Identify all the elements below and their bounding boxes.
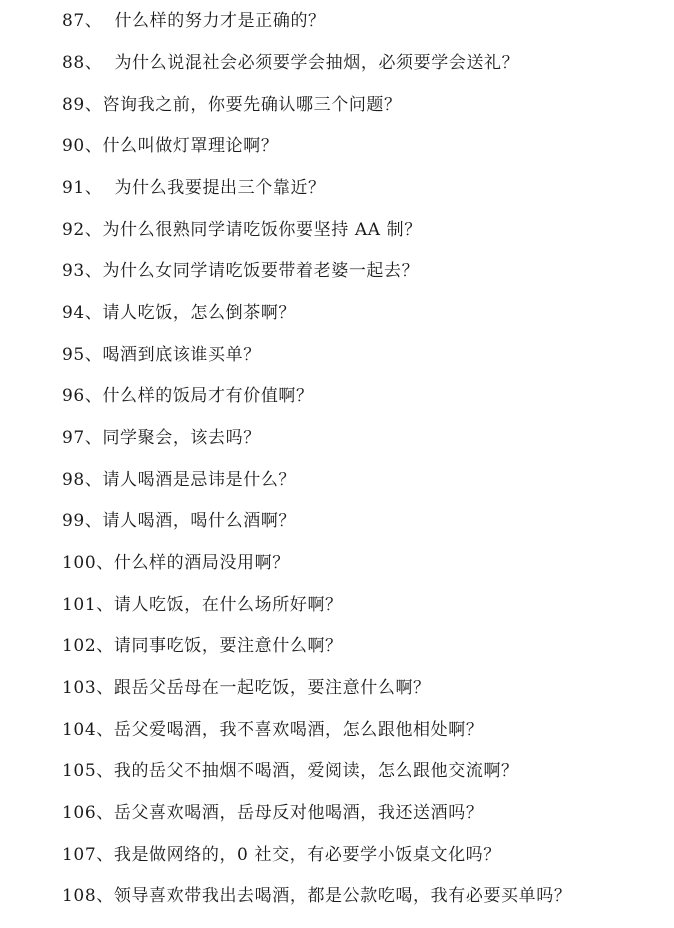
question-item [62, 256, 419, 286]
question-text: 请同事吃饭，要注意什么啊？ [113, 636, 343, 656]
question-number: 100、 [62, 553, 114, 573]
question-number: 107、 [62, 845, 114, 865]
question-item [62, 90, 402, 120]
question-number: 88、 [62, 53, 103, 73]
question-text: 为什么很熟同学请吃饭你要坚持 AA 制？ [102, 220, 422, 240]
question-text: 请人喝酒，喝什么酒啊？ [102, 511, 297, 531]
question-number: 103、 [62, 678, 114, 698]
question-item [62, 131, 278, 161]
question-text: 岳父喜欢喝酒，岳母反对他喝酒，我还送酒吗？ [113, 803, 484, 823]
question-item [62, 673, 431, 703]
question-text: 同学聚会，该去吗？ [102, 428, 261, 448]
question-item [62, 298, 296, 328]
question-text: 请人喝酒是忌讳是什么？ [102, 470, 297, 490]
question-text: 为什么说混社会必须要学会抽烟，必须要学会送礼？ [102, 53, 520, 73]
question-number: 93、 [62, 261, 103, 281]
question-text: 咨询我之前，你要先确认哪三个问题？ [102, 95, 402, 115]
question-number: 94、 [62, 303, 103, 323]
question-number: 96、 [62, 386, 103, 406]
question-text: 跟岳父岳母在一起吃饭，要注意什么啊？ [113, 678, 431, 698]
question-number: 101、 [62, 595, 114, 615]
question-text: 请人吃饭，怎么倒茶啊？ [102, 303, 297, 323]
question-number: 87、 [62, 11, 103, 31]
question-number: 91、 [62, 178, 103, 198]
question-number: 99、 [62, 511, 103, 531]
question-item [62, 173, 326, 203]
question-item [62, 756, 519, 786]
question-text: 喝酒到底该谁买单？ [102, 345, 261, 365]
question-item [62, 715, 483, 745]
question-number: 92、 [62, 220, 103, 240]
question-item [62, 6, 326, 36]
question-number: 90、 [62, 136, 103, 156]
question-text: 什么叫做灯罩理论啊？ [102, 136, 279, 156]
question-item [62, 48, 519, 78]
question-text: 领导喜欢带我出去喝酒，都是公款吃喝，我有必要买单吗？ [113, 886, 572, 906]
question-item [62, 340, 261, 370]
question-item [62, 381, 314, 411]
question-item [62, 590, 343, 620]
question-text: 什么样的酒局没用啊？ [113, 553, 290, 573]
question-item [62, 798, 483, 828]
question-number: 98、 [62, 470, 103, 490]
question-number: 104、 [62, 720, 114, 740]
question-item [62, 215, 422, 245]
question-item [62, 506, 296, 536]
question-text: 请人吃饭，在什么场所好啊？ [113, 595, 343, 615]
question-number: 106、 [62, 803, 114, 823]
question-number: 95、 [62, 345, 103, 365]
question-item [62, 423, 261, 453]
question-item [62, 881, 571, 911]
question-text: 岳父爱喝酒，我不喜欢喝酒，怎么跟他相处啊？ [113, 720, 484, 740]
question-item [62, 840, 501, 870]
question-item [62, 548, 290, 578]
question-number: 105、 [62, 761, 114, 781]
question-text: 什么样的饭局才有价值啊？ [102, 386, 314, 406]
question-number: 108、 [62, 886, 114, 906]
question-text: 我是做网络的，0 社交，有必要学小饭桌文化吗？ [113, 845, 501, 865]
question-number: 102、 [62, 636, 114, 656]
question-number: 89、 [62, 95, 103, 115]
question-text: 为什么女同学请吃饭要带着老婆一起去？ [102, 261, 420, 281]
question-item [62, 631, 343, 661]
question-number: 97、 [62, 428, 103, 448]
question-text: 什么样的努力才是正确的？ [102, 11, 326, 31]
question-text: 我的岳父不抽烟不喝酒，爱阅读，怎么跟他交流啊？ [113, 761, 519, 781]
question-item [62, 465, 296, 495]
question-text: 为什么我要提出三个靠近？ [102, 178, 326, 198]
